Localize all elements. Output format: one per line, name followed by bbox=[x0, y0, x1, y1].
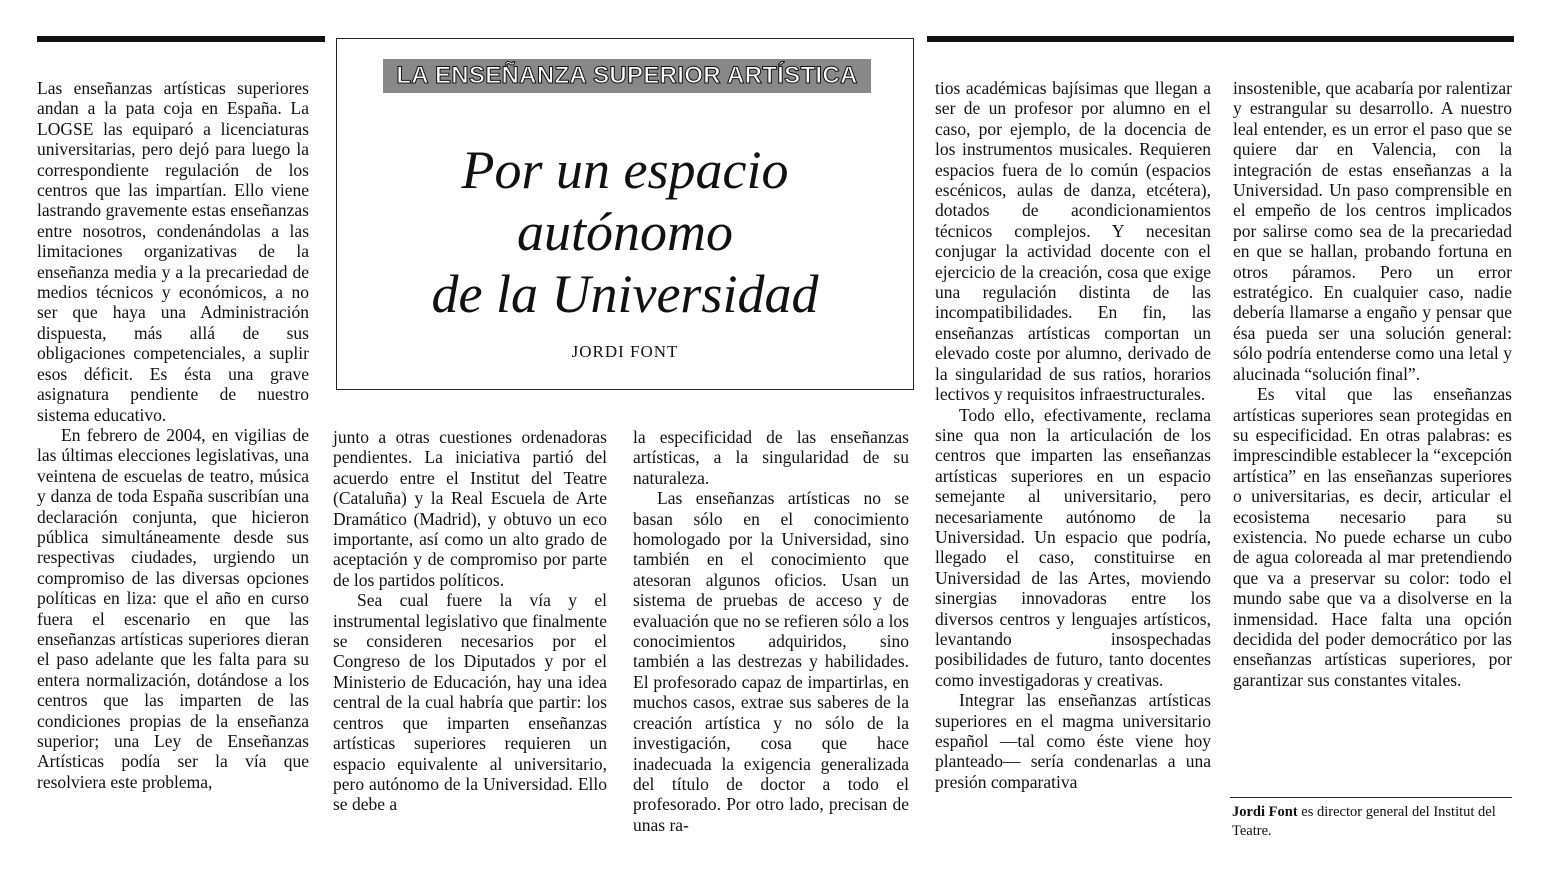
article-column-2 bbox=[333, 427, 607, 815]
paragraph: Todo ello, efectivamente, reclama sine qua non la articulación de los centros que imparten las enseñanzas artísticas superiores en un espacio semejante al universitario, pero necesariamente autónomo de la Universidad. Un espacio que podría, llegado el caso, constituirse en Universidad de las Artes, moviendo sinergias innovadoras entre los diversos centros y lenguajes artísticos, levantando insospechadas posibilidades de futuro, tanto docentes como investigadoras y creativas. bbox=[935, 404, 1211, 690]
article-column-3 bbox=[633, 427, 909, 835]
top-rule-right bbox=[927, 36, 1514, 42]
paragraph: En febrero de 2004, en vigilias de las últimas elecciones legislativas, una veintena de escuelas de teatro, música y danza de toda España suscribían una declaración conjunta, que hicieron pública simultáneamente desde sus respectivas ciudades, urgiendo un compromiso de las diversas opciones políticas en liza: que el año en curso fuera el escenario en que las enseñanzas artísticas superiores dieran el paso adelante que les falta para su entera normalización, dotándose a los centros que las imparten de las condiciones propias de la enseñanza superior; una Ley de Enseñanzas Artísticas podía ser la vía que resolviera este problema, bbox=[37, 424, 309, 792]
paragraph: Es vital que las enseñanzas artísticas superiores sean protegidas en su especificidad. En otras palabras: es imprescindible establecer la “excepción artística” en las enseñanzas superiores o universitarias, es decir, articular el ecosistema necesario para su existencia. No puede echarse un cubo de agua coloreada al mar pretendiendo que va a preservar su color: todo el mundo sabe que va a disolverse en la inmensidad. Hace falta una opción decidida del poder democrático por las enseñanzas artísticas superiores, por garantizar sus constantes vitales. bbox=[1233, 384, 1512, 690]
author-note bbox=[1232, 803, 1514, 841]
paragraph: insostenible, que acabaría por ralentizar y estrangular su desarrollo. A nuestro leal entender, es un error el paso que se quiere dar en Valencia, con la integración de estas enseñanzas a la Universidad. Un paso comprensible en el empeño de los centros implicados por salirse como sea de la precariedad en que se hallan, probando fortuna en otros páramos. Pero un error estratégico. En cualquier caso, nadie debería llamarse a engaño y pensar que ésa pueda ser una solución general: sólo podría entenderse como una letal y alucinada “solución final”. bbox=[1233, 78, 1512, 384]
section-kicker: LA ENSEÑANZA SUPERIOR ARTÍSTICA bbox=[383, 59, 871, 93]
paragraph: Las enseñanzas artísticas no se basan sólo en el conocimiento homologado por la Universidad, sino también en el conocimiento que atesoran algunos oficios. Usan un sistema de pruebas de acceso y de evaluación que no se refieren sólo a los conocimientos adquiridos, sino también a las destrezas y habilidades. El profesorado capaz de impartirlas, en muchos casos, extrae sus saberes de la creación artística y no sólo de la investigación, cosa que hace inadecuada la exigencia generalizada del título de doctor a todo el profesorado. Por otro lado, precisan de unas ra- bbox=[633, 488, 909, 835]
paragraph: junto a otras cuestiones ordenadoras pendientes. La iniciativa partió del acuerdo entre el Institut del Teatre (Cataluña) y la Real Escuela de Arte Dramático (Madrid), y obtuvo un eco importante, así como un alto grado de aceptación y de compromiso por parte de los partidos políticos. bbox=[333, 427, 607, 590]
paragraph: Integrar las enseñanzas artísticas superiores en el magma universitario español —tal como éste viene hoy planteado— sería condenarlas a una presión comparativa bbox=[935, 690, 1211, 792]
paragraph: Las enseñanzas artísticas superiores andan a la pata coja en España. La LOGSE las equiparó a licenciaturas universitarias, pero dejó para luego la correspondiente regulación de los centros que las impartían. Ello viene lastrando gravemente estas enseñanzas entre nosotros, condenándolas a las limitaciones organizativas de la enseñanza media y a la precariedad de medios técnicos y económicos, a no ser que haya una Administración dispuesta, más allá de sus obligaciones competenciales, a suplir esos déficit. Es ésta una grave asignatura pendiente de nuestro sistema educativo. bbox=[37, 78, 309, 425]
paragraph: Sea cual fuere la vía y el instrumental legislativo que finalmente se consideren necesarios por el Congreso de los Diputados y por el Ministerio de Educación, hay una idea central de la cual habría que partir: los centros que imparten enseñanzas artísticas superiores requieren un espacio equivalente al universitario, pero autónomo de la Universidad. Ello se debe a bbox=[333, 590, 607, 815]
headline bbox=[337, 139, 913, 325]
headline-line-1: Por un espacio bbox=[461, 140, 789, 200]
author-note-rule bbox=[1230, 797, 1512, 798]
headline-line-2: autónomo bbox=[517, 202, 733, 262]
paragraph: la especificidad de las enseñanzas artísticas, a la singularidad de su naturaleza. bbox=[633, 427, 909, 488]
headline-line-3: de la Universidad bbox=[431, 264, 819, 324]
byline: JORDI FONT bbox=[571, 342, 679, 361]
article-column-5 bbox=[1233, 78, 1512, 690]
top-rule-left bbox=[37, 36, 325, 42]
author-note-text: es director general del Institut del Teatre. bbox=[1232, 804, 1496, 839]
author-note-name: Jordi Font bbox=[1232, 804, 1298, 820]
article-column-4 bbox=[935, 78, 1211, 792]
article-column-1 bbox=[37, 78, 309, 792]
paragraph: tios académicas bajísimas que llegan a ser de un profesor por alumno en el caso, por ejemplo, de la docencia de los instrumentos musicales. Requieren espacios fuera de lo común (espacios escénicos, aulas de danza, etcétera), dotados de acondicionamientos técnicos complejos. Y necesitan conjugar la actividad docente con el ejercicio de la creación, cosa que exige una regulación distinta de las incompatibilidades. En fin, las enseñanzas artísticas comportan un elevado coste por alumno, derivado de la singularidad de sus ratios, horarios lectivos y requisitos infraestructurales. bbox=[935, 78, 1211, 405]
headline-box bbox=[336, 38, 914, 390]
